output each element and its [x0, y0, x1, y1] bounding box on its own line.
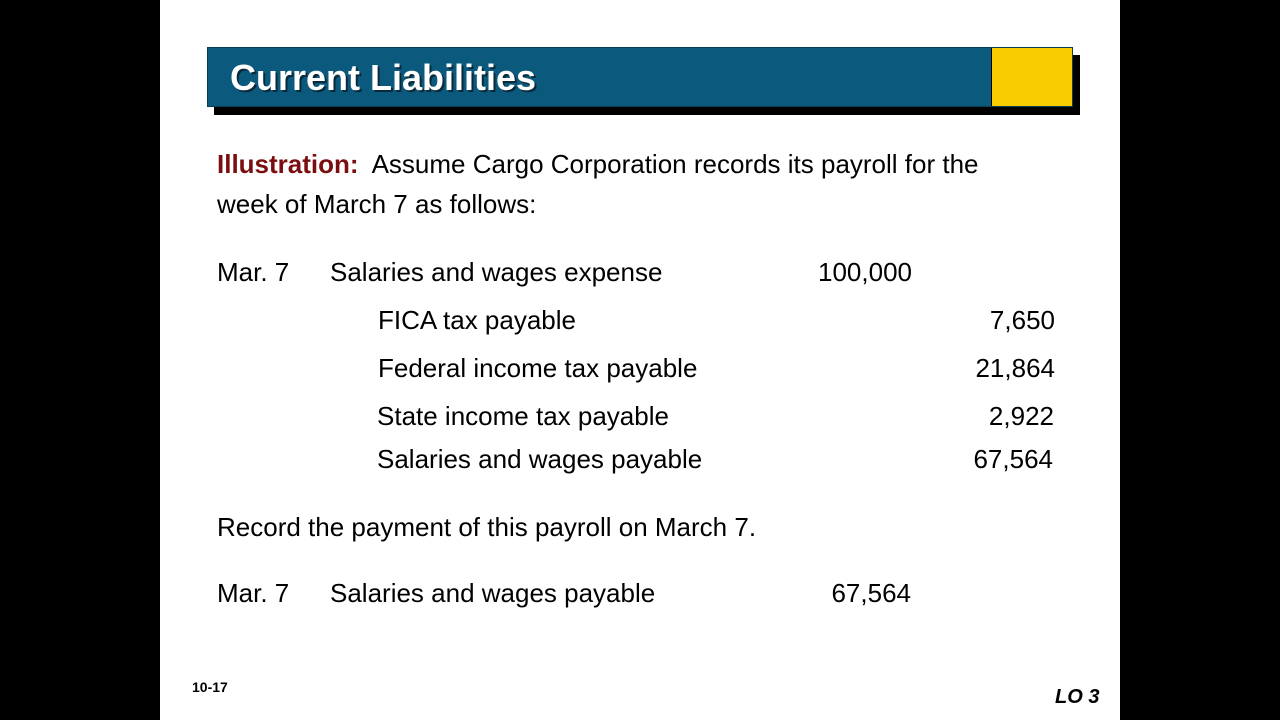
instruction-text: Record the payment of this payroll on March 7. — [217, 512, 757, 542]
entry1-date: Mar. 7 — [217, 257, 290, 287]
learning-objective: LO 3 — [1055, 686, 1100, 708]
illustration-text-line1: Assume Cargo Corporation records its payroll for the — [371, 149, 979, 179]
entry2-debit-account: Salaries and wages payable — [330, 578, 656, 608]
credit-amount-state: 2,922 — [988, 401, 1054, 431]
title-bar — [207, 47, 1073, 107]
credit-account-federal: Federal income tax payable — [378, 353, 698, 383]
illustration-label: Illustration: — [217, 149, 359, 179]
credit-amount-federal: 21,864 — [975, 353, 1055, 383]
credit-account-state: State income tax payable — [377, 401, 669, 431]
entry1-debit-account: Salaries and wages expense — [330, 257, 663, 287]
title-accent-block — [991, 48, 1072, 106]
illustration-line1 — [217, 151, 979, 177]
credit-account-fica: FICA tax payable — [378, 305, 576, 335]
slide-title: Current Liabilities — [230, 57, 537, 98]
slide — [160, 0, 1120, 720]
credit-amount-salaries-payable: 67,564 — [973, 444, 1053, 474]
credit-account-salaries-payable: Salaries and wages payable — [377, 444, 703, 474]
illustration-text-line2: week of March 7 as follows: — [217, 189, 537, 219]
slide-number: 10-17 — [192, 679, 228, 695]
entry2-debit-amount: 67,564 — [831, 578, 911, 608]
entry1-debit-amount: 100,000 — [818, 257, 912, 287]
credit-amount-fica: 7,650 — [989, 305, 1055, 335]
entry2-date: Mar. 7 — [217, 578, 290, 608]
